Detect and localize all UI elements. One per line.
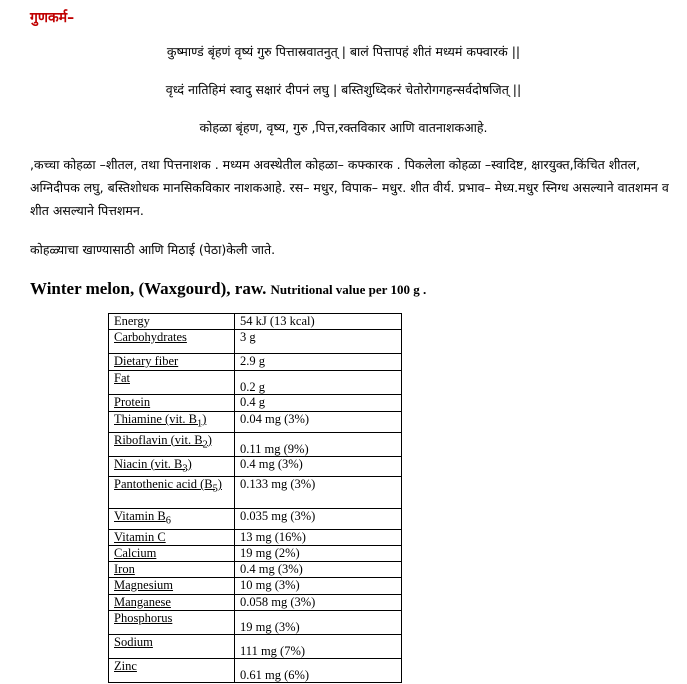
nutrient-name: Sodium [109, 634, 235, 658]
table-row [109, 634, 402, 658]
nutrient-name: Vitamin $B_6$ [109, 509, 235, 530]
table-row [109, 561, 402, 577]
nutrient-name: Carbohydrates [109, 330, 235, 354]
table-row [109, 658, 402, 682]
nutrient-name: Manganese [109, 594, 235, 610]
nutrition-title [30, 279, 426, 299]
section-heading: गुणकर्म– [30, 10, 75, 26]
nutrient-value: 0.035 mg (3%) [235, 509, 402, 530]
nutrient-value: 54 kJ (13 kcal) [235, 314, 402, 330]
table-row [109, 456, 402, 477]
nutrient-name: Pantothenic acid $(B_5)$ [109, 477, 235, 509]
table-row [109, 610, 402, 634]
table-row [109, 477, 402, 509]
verse-line-1: कुष्माण्डं बृंहणं वृष्यं गुरु पित्तास्रवातनुत् | बालं पित्तापहं शीतं मध्यमं कफ्वारकं || [166, 44, 521, 59]
verse-line-2: वृध्दं नातिहिमं स्वादु सक्षारं दीपनं लघु | बस्तिशुध्दिकरं चेतोरोगगहन्सर्वदोषजित् || [165, 82, 522, 97]
nutrient-value: 2.9 g [235, 354, 402, 371]
nutrition-table [108, 313, 402, 683]
nutrient-name: Protein [109, 395, 235, 412]
nutrient-value: 111 mg (7%) [235, 634, 402, 658]
table-row [109, 594, 402, 610]
nutrient-value: 3 g [235, 330, 402, 354]
table-row [109, 330, 402, 354]
nutrient-value: 10 mg (3%) [235, 577, 402, 594]
nutrient-value: 0.04 mg (3%) [235, 412, 402, 433]
nutrient-value: 0.11 mg (9%) [235, 432, 402, 456]
nutrient-name: Vitamin C [109, 529, 235, 545]
table-row [109, 545, 402, 561]
table-row [109, 432, 402, 456]
nutrient-value: 19 mg (3%) [235, 610, 402, 634]
table-row [109, 314, 402, 330]
table-row [109, 412, 402, 433]
nutrient-value: 0.4 mg (3%) [235, 456, 402, 477]
table-row [109, 354, 402, 371]
table-row [109, 577, 402, 594]
nutrient-value: 0.61 mg (6%) [235, 658, 402, 682]
nutrient-name: Riboflavin (vit. $B_2$) [109, 432, 235, 456]
nutrient-name: Dietary fiber [109, 354, 235, 371]
nutrient-name: Fat [109, 371, 235, 395]
nutrient-name: Iron [109, 561, 235, 577]
table-row [109, 509, 402, 530]
table-row [109, 371, 402, 395]
nutrient-value: 0.4 g [235, 395, 402, 412]
nutrient-name: Thiamine (vit. $B_1$) [109, 412, 235, 433]
nutrient-value: 0.2 g [235, 371, 402, 395]
description-paragraph: ,कच्चा कोहळा –शीतल, तथा पित्तनाशक . मध्यम अवस्थेतील कोहळा– कफ्कारक . पिकलेला कोहळा –स्वादिष्ट, क्षारयुक्त,किंचित शीतल, अग्निदीपक लघु, बस्तिशोधक मानसिकविकार नाशकआहे. रस– मधुर, विपाक– मधुर. शीत वीर्य. प्रभाव– मेध्य.मधुर स्निग्ध असल्याने वातशमन व शीत असल्याने पित्तशमन. [30, 157, 669, 218]
table-row [109, 529, 402, 545]
nutrient-name: Energy [109, 314, 235, 330]
nutrient-name: Phosphorus [109, 610, 235, 634]
nutrient-value: 0.058 mg (3%) [235, 594, 402, 610]
nutrient-name: Magnesium [109, 577, 235, 594]
nutrition-title-sub: Nutritional value per 100 g . [270, 282, 427, 297]
nutrient-name: Niacin (vit. $B_3$) [109, 456, 235, 477]
nutrient-value: 0.133 mg (3%) [235, 477, 402, 509]
usage-paragraph: कोहळ्याचा खाण्यासाठी आणि मिठाई (पेठा)केली जाते. [30, 242, 276, 257]
nutrient-name: Calcium [109, 545, 235, 561]
nutrient-value: 0.4 mg (3%) [235, 561, 402, 577]
nutrition-title-main: Winter melon, (Waxgourd), raw. [30, 279, 267, 298]
nutrient-value: 13 mg (16%) [235, 529, 402, 545]
nutrient-value: 19 mg (2%) [235, 545, 402, 561]
table-row [109, 395, 402, 412]
verse-line-3: कोहळा बृंहण, वृष्य, गुरु ,पित्त,रक्तविकार आणि वातनाशकआहे. [199, 120, 488, 135]
nutrient-name: Zinc [109, 658, 235, 682]
